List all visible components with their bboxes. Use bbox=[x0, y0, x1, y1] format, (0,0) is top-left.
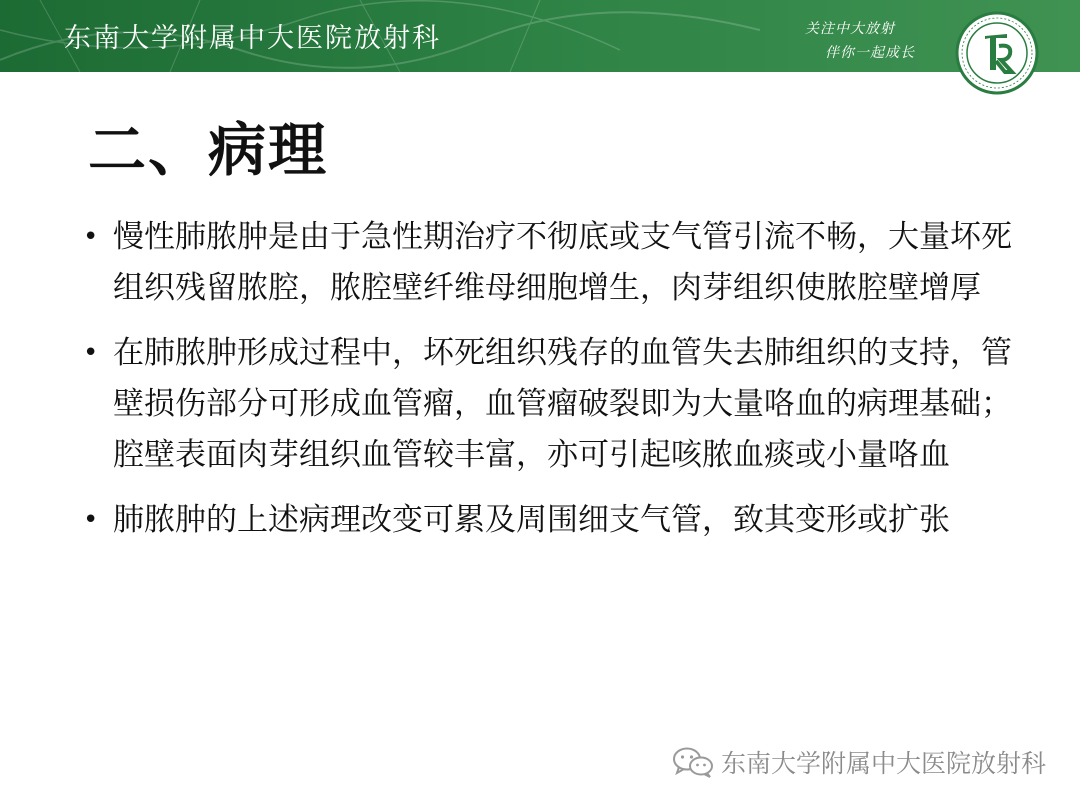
bullet-text: 在肺脓肿形成过程中，坏死组织残存的血管失去肺组织的支持，管壁损伤部分可形成血管瘤，血管瘤破裂即为大量咯血的病理基础；腔壁表面肉芽组织血管较丰富，亦可引起咳脓血痰或小量咯血 bbox=[113, 335, 1012, 473]
slide-title: 二、病理 bbox=[88, 116, 329, 184]
header-banner bbox=[0, 0, 1080, 72]
bullet-dot: • bbox=[83, 338, 99, 368]
watermark bbox=[671, 744, 1046, 780]
bullet-dot: • bbox=[83, 222, 99, 252]
bullet-item bbox=[80, 328, 1020, 481]
watermark-text: 东南大学附属中大医院放射科 bbox=[720, 749, 1046, 778]
slogan-line-1: 关注中大放射 bbox=[805, 21, 895, 37]
header-title: 东南大学附属中大医院放射科 bbox=[64, 23, 441, 54]
bullet-dot: • bbox=[83, 505, 99, 535]
bullet-list bbox=[80, 212, 1020, 560]
wechat-icon bbox=[671, 745, 715, 779]
bullet-text: 慢性肺脓肿是由于急性期治疗不彻底或支气管引流不畅，大量坏死组织残留脓腔，脓腔壁纤维母细胞增生，肉芽组织使脓腔壁增厚 bbox=[113, 219, 1012, 306]
bullet-item bbox=[80, 495, 1020, 546]
slogan-line-2: 伴你一起成长 bbox=[825, 45, 915, 61]
hospital-radiology-logo-icon bbox=[952, 8, 1042, 98]
bullet-text: 肺脓肿的上述病理改变可累及周围细支气管，致其变形或扩张 bbox=[113, 502, 950, 538]
bullet-item bbox=[80, 212, 1020, 314]
